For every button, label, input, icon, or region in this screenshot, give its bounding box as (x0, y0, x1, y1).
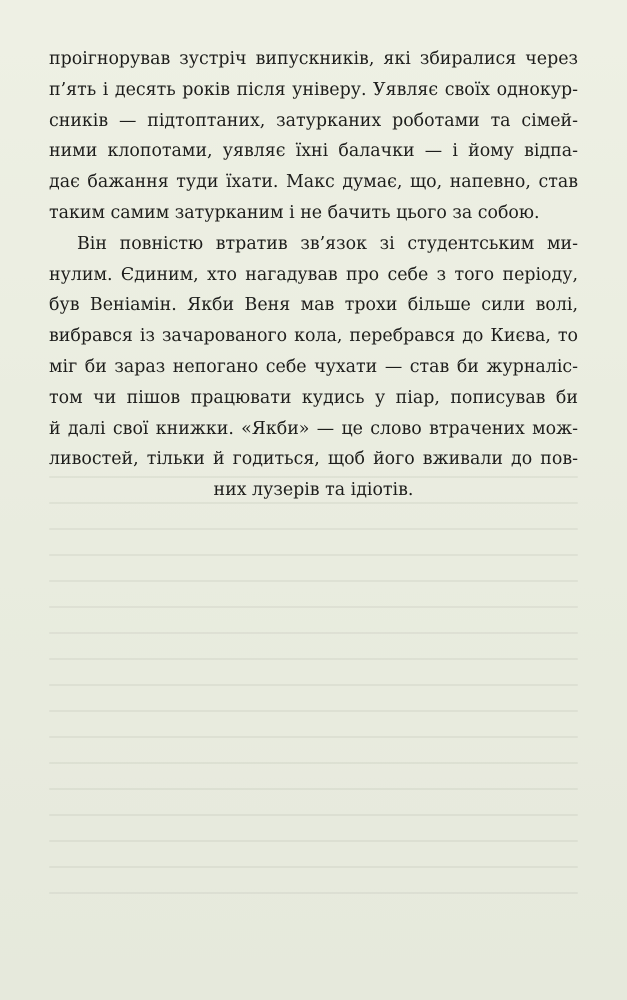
text-line: п’ять і десять років після універу. Уявляє своїх однокур- (49, 79, 578, 100)
text-line: був Веніамін. Якби Веня мав трохи більше сили волі, (49, 295, 578, 316)
text-line: міг би зараз непогано себе чухати — став би журналіс- (49, 356, 578, 377)
text-line: таким самим затурканим і не бачить цього за собою. (49, 202, 540, 223)
show-through-texture (49, 452, 578, 932)
text-line: том чи пішов працювати кудись у піар, пописував би (49, 387, 578, 408)
text-line: вибрався із зачарованого кола, перебрався до Києва, то (49, 326, 578, 347)
text-line: й далі свої книжки. «Якби» — це слово втрачених мож- (49, 418, 578, 439)
body-text (49, 44, 578, 506)
text-line: проігнорував зустріч випускників, які збиралися через (49, 49, 578, 69)
text-line: дає бажання туди їхати. Макс думає, що, напевно, став (49, 172, 578, 193)
text-line: Він повністю втратив зв’язок зі студентським ми- (77, 233, 578, 254)
text-line: них лузерів та ідіотів. (213, 480, 414, 501)
text-line: сників — підтоптаних, затурканих роботами та сімей- (49, 110, 578, 131)
text-line: нулим. Єдиним, хто нагадував про себе з того періоду, (49, 264, 578, 285)
text-line: ними клопотами, уявляє їхні балачки — і йому відпа- (49, 141, 578, 162)
text-line: ливостей, тільки й годиться, щоб його вживали до пов- (49, 449, 578, 470)
